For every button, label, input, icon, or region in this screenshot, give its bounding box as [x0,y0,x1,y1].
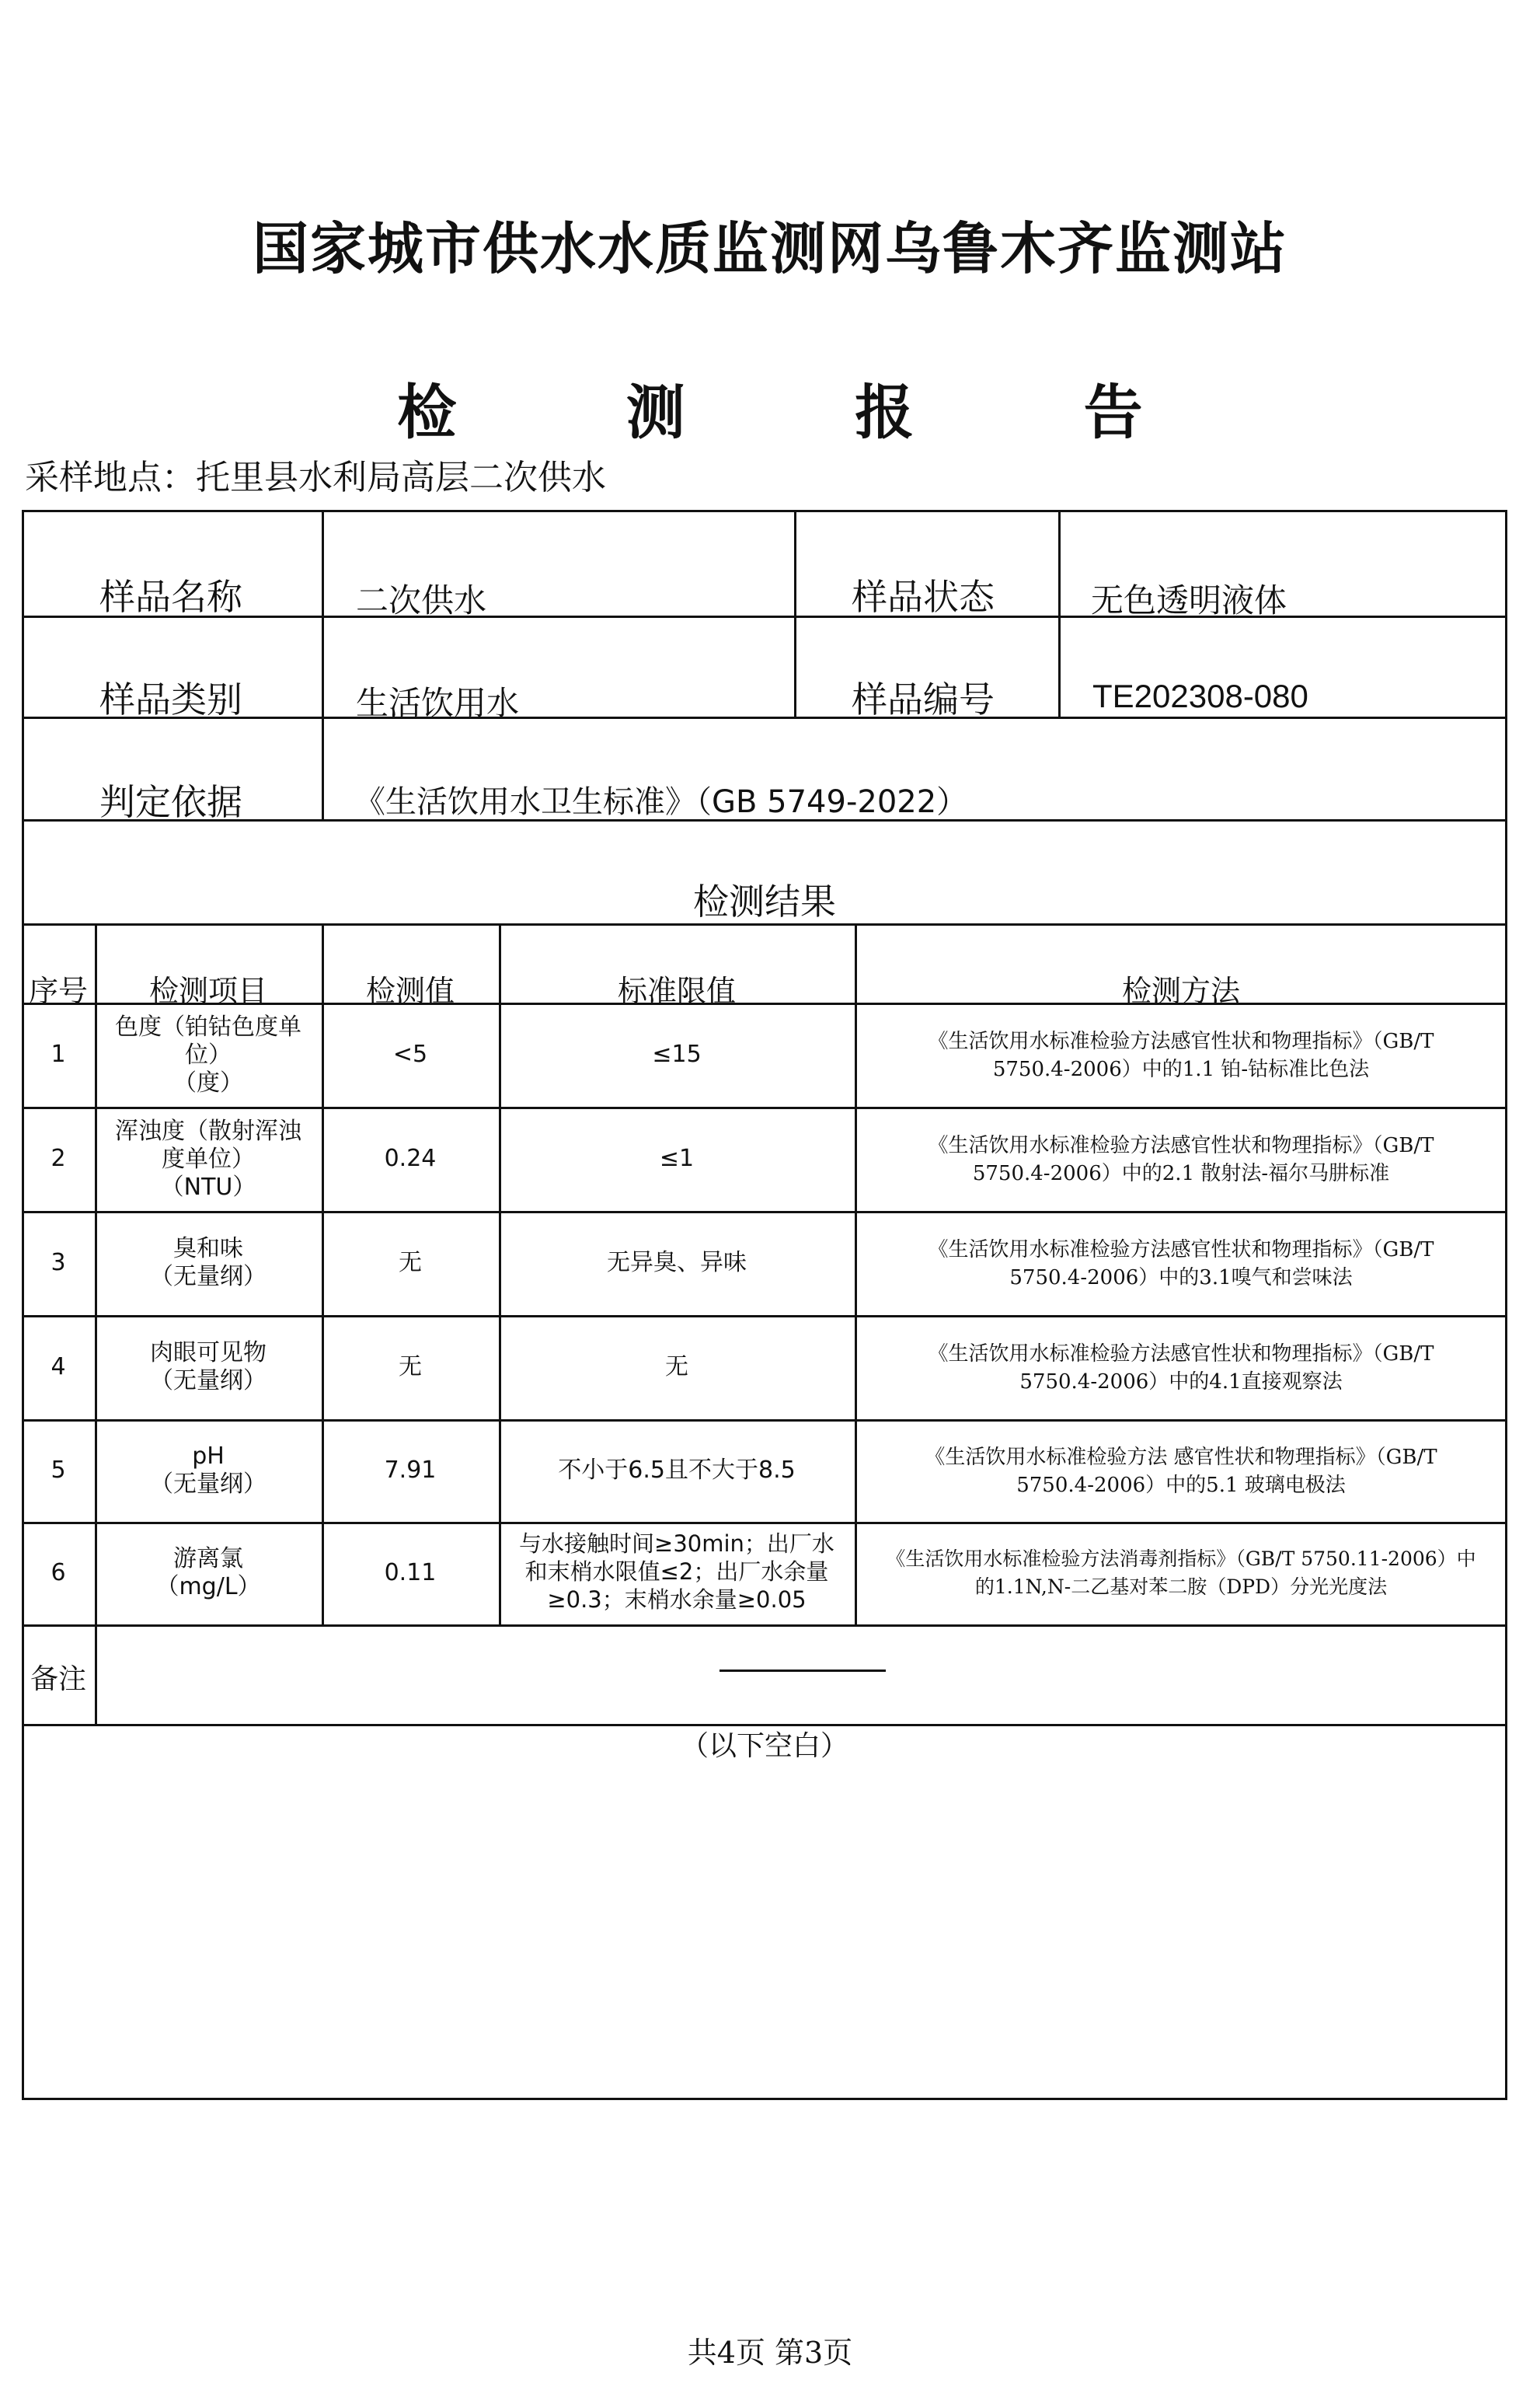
row-5-limit: 不小于6.5且不大于8.5 [558,1457,796,1484]
sample-number-value: TE202308-080 [1092,678,1308,714]
row-6-item: 游离氯 （mg/L） [155,1545,261,1600]
row-3-value: 无 [399,1249,422,1276]
rule [794,510,796,717]
remarks-label: 备注 [30,1663,86,1695]
report-title: 检 测 报 告 [397,378,1218,447]
rule [22,717,1507,719]
rule [22,1522,1507,1524]
sample-name-value: 二次供水 [356,581,487,619]
row-3-item: 臭和味 （无量纲） [150,1235,267,1290]
basis-value: 《生活饮用水卫生标准》（GB 5749-2022） [354,784,968,820]
rule [22,1315,1507,1317]
rule [22,1107,1507,1109]
org-title: 国家城市供水水质监测网乌鲁木齐监测站 [252,216,1287,281]
row-2-limit: ≤1 [659,1145,695,1172]
sampling-location: 采样地点：托里县水利局高层二次供水 [25,458,606,497]
rule [322,510,324,819]
row-4-item: 肉眼可见物 （无量纲） [150,1339,267,1394]
rule [22,1211,1507,1213]
basis-label: 判定依据 [99,781,242,823]
sample-state-value: 无色透明液体 [1091,581,1287,619]
row-6-limit: 与水接触时间≥30min；出厂水 和末梢水限值≤2；出厂水余量 ≥0.3；末梢水余量≥0.05 [519,1530,834,1613]
row-2-item: 浑浊度（散射浑浊 度单位） （NTU） [115,1118,301,1201]
row-6-no: 6 [51,1559,66,1586]
row-3-method: 《生活饮用水标准检验方法感官性状和物理指标》（GB/T 5750.4-2006）中的3.1嗅气和尝味法 [928,1238,1434,1289]
row-4-no: 4 [51,1353,66,1380]
row-1-no: 1 [51,1041,66,1068]
row-1-limit: ≤15 [652,1041,702,1068]
row-1-item: 色度（铂钴色度单 位） （度） [115,1014,301,1097]
blank-note: （以下空白） [680,1730,848,1762]
remarks-dash [719,1670,886,1672]
sample-category-value: 生活饮用水 [356,684,520,722]
rule [22,1624,1507,1627]
results-section-title: 检测结果 [693,881,836,923]
col-header-item: 检测项目 [148,974,267,1008]
rule [22,1419,1507,1422]
sample-number-label: 样品编号 [852,679,995,720]
row-3-limit: 无异臭、异味 [607,1249,747,1276]
row-5-no: 5 [51,1457,66,1484]
row-2-no: 2 [51,1145,66,1172]
sample-name-label: 样品名称 [99,576,242,618]
row-2-value: 0.24 [384,1145,437,1172]
row-1-method: 《生活饮用水标准检验方法感官性状和物理指标》（GB/T 5750.4-2006）中的1.1 铂-钴标准比色法 [928,1030,1434,1081]
rule [1058,510,1061,717]
row-4-method: 《生活饮用水标准检验方法感官性状和物理指标》（GB/T 5750.4-2006）中的4.1直接观察法 [928,1342,1434,1394]
row-6-method: 《生活饮用水标准检验方法消毒剂指标》（GB/T 5750.11-2006）中 的1.1N,N-二乙基对苯二胺（DPD）分光光度法 [886,1547,1476,1598]
row-5-item: pH （无量纲） [150,1443,267,1498]
col-header-method: 检测方法 [1121,974,1240,1008]
row-5-value: 7.91 [384,1457,437,1484]
sample-category-label: 样品类别 [99,679,242,720]
row-4-value: 无 [399,1353,422,1380]
row-5-method: 《生活饮用水标准检验方法 感官性状和物理指标》（GB/T 5750.4-2006）中的5.1 玻璃电极法 [925,1446,1437,1497]
col-header-limit: 标准限值 [617,974,736,1008]
page-number: 共4页 第3页 [687,2336,853,2370]
sample-state-label: 样品状态 [852,576,995,618]
row-6-value: 0.11 [384,1559,437,1586]
row-3-no: 3 [51,1249,66,1276]
row-1-value: <5 [392,1041,428,1068]
row-4-limit: 无 [665,1353,688,1380]
col-header-no: 序号 [28,974,88,1008]
report-frame [22,510,1507,2100]
row-2-method: 《生活饮用水标准检验方法感官性状和物理指标》（GB/T 5750.4-2006）中的2.1 散射法-福尔马肼标准 [928,1134,1434,1185]
col-header-value: 检测值 [365,974,455,1008]
